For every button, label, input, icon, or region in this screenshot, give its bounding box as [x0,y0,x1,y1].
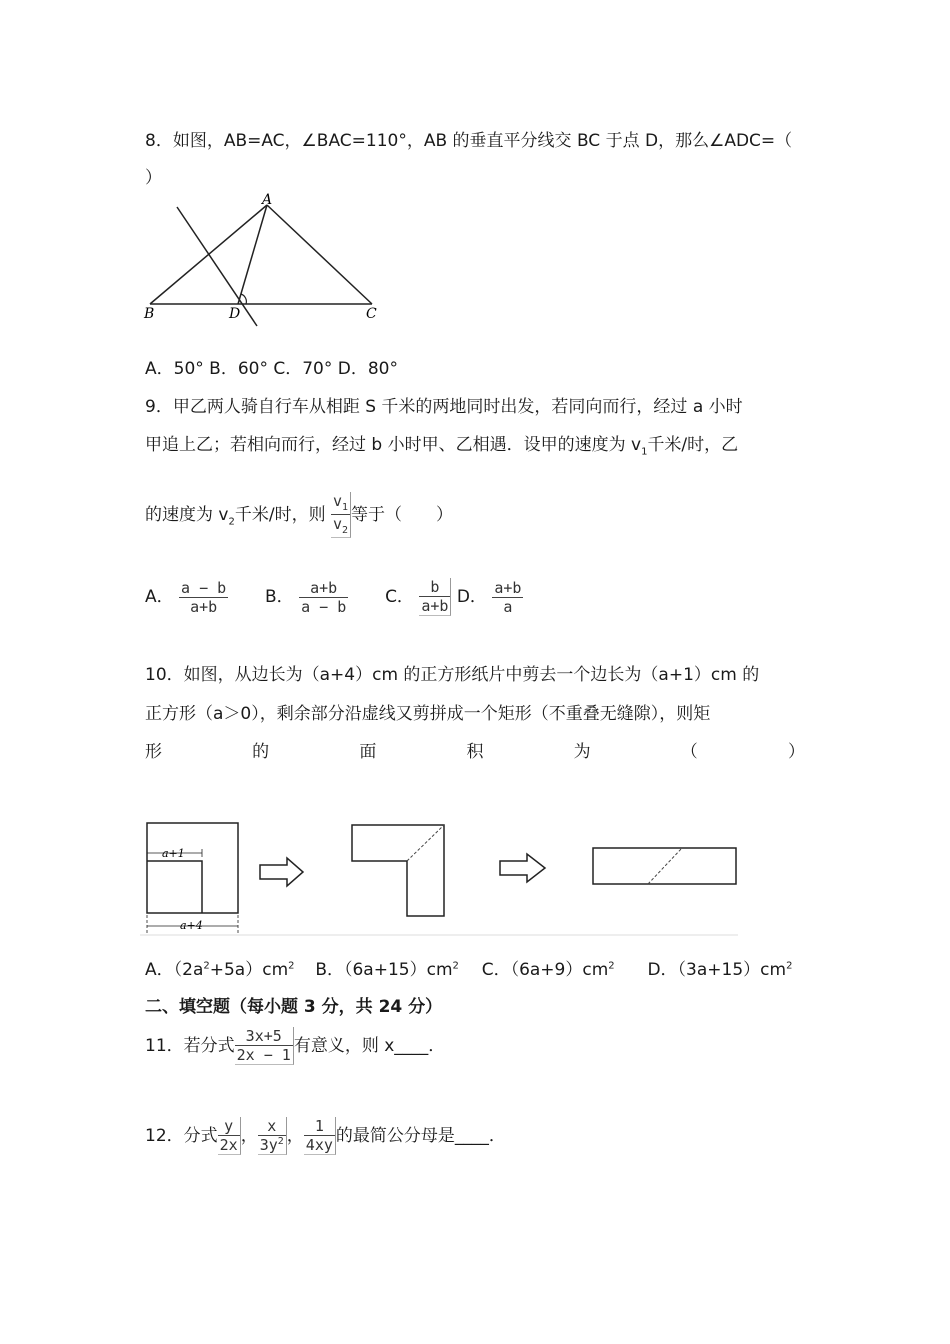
q9-line3-mid: 千米/时，则 [234,505,326,525]
q10-label-bottom: a+4 [180,919,203,932]
q9-line3 [145,492,453,538]
q12-fraction-1 [218,1117,241,1155]
q10-opt-a-sup: 2 [203,960,210,972]
q9-line3-sub: 2 [228,516,235,528]
q12 [145,1117,506,1155]
q9-opt-c-num: b [430,578,440,596]
q9-opt-a-fraction [179,579,228,616]
q10-line3-char: 面 [359,742,377,762]
q9-ratio-num-sub: 1 [342,502,349,513]
q9-opt-c-label: C． [385,587,414,607]
q9-line2-text: 甲追上乙；若相向而行，经过 b 小时甲、乙相遇．设甲的速度为 v [145,435,642,455]
q12-f1-num: y [224,1117,234,1135]
q12-f3-num: 1 [314,1117,324,1135]
q12-pre: 12．分式 [145,1126,218,1146]
q9-opt-d-den: a [492,597,523,616]
q10-opt-d: D．（3a+15）cm [647,960,787,980]
q9-opt-a-num: a − b [181,578,227,597]
q9-ratio-den-sub: 2 [342,525,349,536]
q9-line3-pre: 的速度为 v [145,505,229,525]
q10-opt-a-unit-sup: 2 [288,960,295,972]
q12-f3-den: 4xy [305,1136,333,1154]
q9-opt-a-den: a+b [179,597,228,616]
q11-num: 3x+5 [245,1027,282,1045]
q9-line2-end: 千米/时，乙 [647,435,739,455]
q10-line3-char: 为 [573,742,591,762]
q8-label-A: A [262,192,273,208]
q8-stem-line2: ） [145,168,162,188]
q11-fraction [235,1027,294,1065]
q9-line2-sub: 1 [641,446,648,458]
q10-opt-a: A．（2a [145,960,204,980]
q9-opt-d-num: a+b [494,578,522,597]
q8-label-D: D [229,306,241,322]
q10-line3-char: （ [680,742,698,762]
q9-opt-b-num: a+b [310,578,338,597]
q9-line3-end: 等于（ ） [351,505,454,525]
q9-opt-a-label: A． [145,587,174,607]
q9-opt-d-label: D． [456,587,487,607]
q11-den: 2x − 1 [236,1046,291,1064]
q12-f2-num: x [267,1117,277,1135]
q10-opt-d-unit-sup: 2 [786,960,793,972]
q12-sep-2: ， [286,1126,304,1146]
q9-opt-b-fraction [299,579,348,616]
q12-fraction-2 [258,1117,287,1155]
q11-post: 有意义，则 x____． [293,1036,446,1056]
q10-line3-char: 积 [466,742,484,762]
q10-opt-c-unit-sup: 2 [608,960,615,972]
q10-line2: 正方形（a＞0），剩余部分沿虚线又剪拼成一个矩形（不重叠无缝隙），则矩 [145,704,711,724]
q9-options [145,578,523,616]
q8-label-B: B [144,306,155,322]
q10-line3-char: 形 [145,742,162,762]
q9-opt-b-label: B． [265,587,294,607]
q12-fraction-3 [304,1117,336,1155]
q9-opt-d-fraction [492,579,523,616]
q9-opt-c-den: a+b [421,597,449,615]
q9-ratio-den: v [332,515,343,533]
q12-f1-den: 2x [219,1136,238,1154]
q8-stem-line1: 8．如图，AB=AC，∠BAC=110°，AB 的垂直平分线交 BC 于点 D，那么∠ADC=（ [145,131,793,151]
section2-heading: 二、填空题（每小题 3 分，共 24 分） [145,997,443,1017]
q8-label-C: C [366,306,377,322]
q9-ratio-fraction [331,492,351,538]
q10-opt-b: B．（6a+15）cm [315,960,453,980]
q10-line3-char: 的 [252,742,270,762]
q9-opt-c-fraction [419,578,451,616]
q10-opt-a-end: +5a）cm [209,960,289,980]
q8-options: A．50° B．60° C．70° D．80° [145,359,398,379]
q9-line1: 9．甲乙两人骑自行车从相距 S 千米的两地同时出发，若同向而行，经过 a 小时 [145,397,743,417]
q9-opt-b-den: a − b [301,597,347,616]
q9-ratio-num: v [332,492,343,510]
q8-triangle-figure [140,190,390,330]
q10-opt-c: C．（6a+9）cm [481,960,609,980]
q10-label-top: a+1 [162,847,185,860]
q10-options [145,955,792,980]
q10-opt-b-unit-sup: 2 [452,960,459,972]
q9-line2 [145,430,738,457]
q12-f2-den: 3y [259,1136,278,1154]
q10-square-cut-figure [140,815,740,940]
q12-post: 的最简公分母是____． [335,1126,506,1146]
q12-f2-den-sup: 2 [277,1136,284,1147]
q12-sep-1: ， [240,1126,258,1146]
q10-line1: 10．如图，从边长为（a+4）cm 的正方形纸片中剪去一个边长为（a+1）cm 的 [145,665,760,685]
q11-pre: 11．若分式 [145,1036,235,1056]
q11 [145,1027,445,1065]
q10-line3-char: ） [787,742,805,762]
q10-line3 [145,737,805,762]
